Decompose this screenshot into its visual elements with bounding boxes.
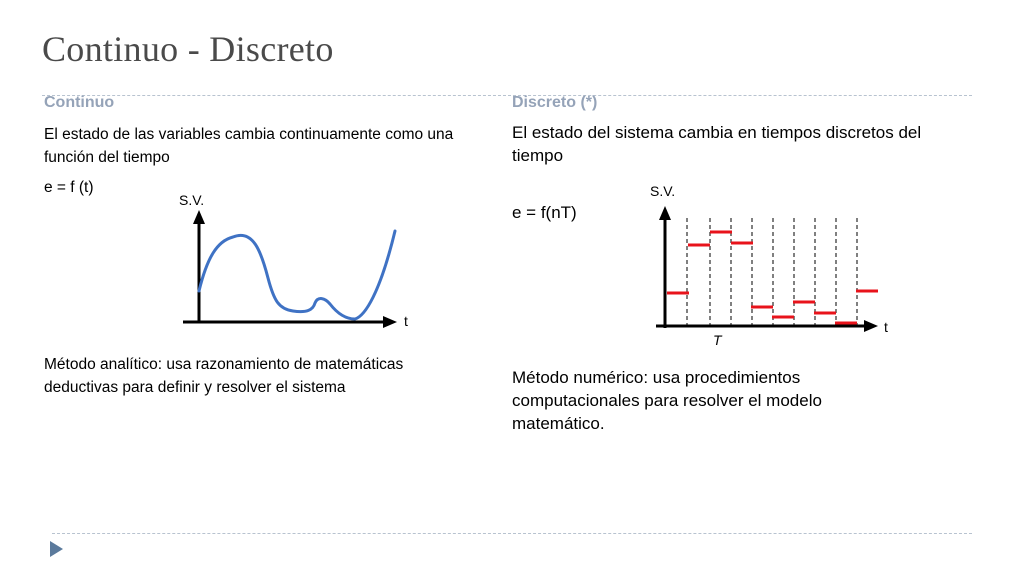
footer-divider — [52, 533, 972, 534]
discreto-heading: Discreto (*) — [512, 94, 598, 111]
continuo-equation: e = f (t) — [44, 179, 94, 196]
discrete-graph — [630, 178, 910, 348]
continuous-y-label: S.V. — [179, 192, 205, 208]
triangle-right-icon — [50, 541, 63, 557]
continuous-graph — [165, 183, 425, 343]
discrete-y-label: S.V. — [650, 183, 676, 199]
continuous-y-axis — [193, 210, 205, 323]
discreto-equation: e = f(nT) — [512, 203, 577, 222]
continuo-heading: Continuo — [44, 94, 115, 111]
continuous-x-axis — [183, 316, 397, 328]
title-divider — [42, 95, 972, 96]
discrete-y-axis — [659, 206, 671, 328]
period-label: T — [713, 332, 722, 348]
slide-title: Continuo - Discreto — [42, 29, 334, 69]
continuous-x-label: t — [404, 313, 408, 329]
continuo-description: El estado de las variables cambia continuamente como una función del tiempo — [44, 126, 454, 166]
discreto-description: El estado del sistema cambia en tiempos discretos del tiempo — [512, 123, 922, 165]
numeric-method-text: Método numérico: usa procedimientos computacionales para resolver el modelo matemático. — [512, 368, 822, 433]
discrete-x-label: t — [884, 319, 888, 335]
continuous-signal-curve — [199, 231, 395, 319]
analytic-method-text: Método analítico: usa razonamiento de matemáticas deductivas para definir y resolver el sistema — [44, 356, 404, 396]
